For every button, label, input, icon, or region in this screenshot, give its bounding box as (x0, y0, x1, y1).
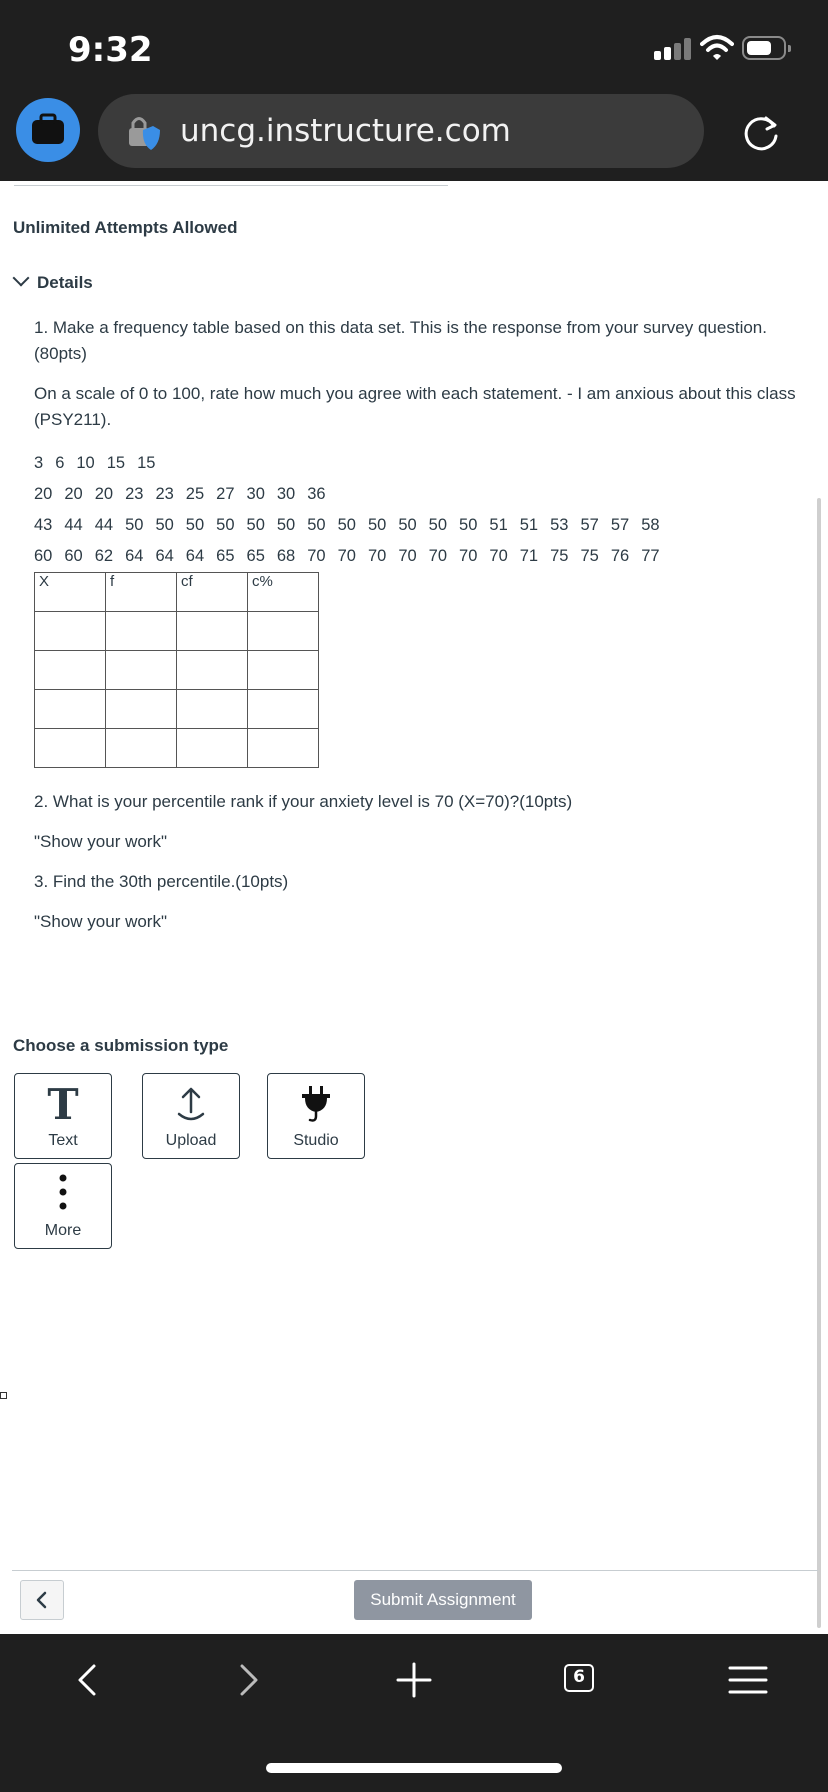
data-value: 27 (216, 485, 235, 503)
content-divider (14, 185, 448, 186)
data-value: 57 (610, 516, 630, 534)
tabs-briefcase-button[interactable] (16, 98, 80, 162)
data-value: 10 (76, 454, 95, 472)
vertical-dots-icon (15, 1172, 111, 1217)
data-value: 6 (55, 454, 65, 472)
data-value: 30 (246, 485, 265, 503)
attempts-label: Unlimited Attempts Allowed (13, 218, 238, 237)
frequency-table (34, 572, 319, 768)
table-cell (106, 651, 177, 690)
forward-arrow-icon[interactable] (218, 1652, 278, 1708)
back-arrow-icon[interactable] (58, 1652, 118, 1708)
data-value: 75 (580, 547, 599, 565)
data-value: 64 (155, 547, 174, 565)
data-value: 70 (307, 547, 326, 565)
data-value: 70 (398, 547, 417, 565)
data-value: 51 (519, 516, 539, 534)
reload-icon[interactable] (740, 112, 782, 154)
question-2: 2. What is your percentile rank if your anxiety level is 70 (X=70)?(10pts) (34, 792, 573, 811)
table-cell (35, 690, 106, 729)
question-3-note: "Show your work" (34, 912, 168, 931)
table-cell (248, 612, 319, 651)
data-value: 65 (216, 547, 235, 565)
submit-assignment-button[interactable]: Submit Assignment (354, 1580, 532, 1620)
table-cell (248, 651, 319, 690)
data-value: 77 (641, 547, 660, 565)
data-value: 60 (34, 547, 53, 565)
header-x: X (35, 573, 106, 612)
data-row-2 (34, 485, 338, 504)
previous-button[interactable] (20, 1580, 64, 1620)
data-value: 50 (398, 516, 417, 534)
question-3: 3. Find the 30th percentile.(10pts) (34, 872, 289, 891)
upload-arrow-icon (143, 1082, 239, 1131)
lock-shield-icon (127, 114, 161, 152)
details-label: Details (37, 273, 93, 292)
data-value: 50 (216, 516, 235, 534)
data-value: 15 (137, 454, 156, 472)
data-value: 50 (428, 516, 448, 534)
chevron-down-icon (13, 270, 30, 287)
data-value: 70 (337, 547, 356, 565)
briefcase-icon (16, 98, 80, 162)
cellular-signal-icon (654, 38, 694, 60)
submission-type-title: Choose a submission type (13, 1036, 229, 1055)
data-value: 71 (519, 547, 539, 565)
data-row-1 (34, 454, 167, 473)
wifi-icon (700, 34, 734, 62)
scale-statement: On a scale of 0 to 100, rate how much you agree with each statement. - I am anxious about this class (PSY211). (34, 384, 796, 429)
data-value: 50 (307, 516, 326, 534)
chevron-left-icon (21, 1581, 63, 1619)
data-value: 60 (64, 547, 83, 565)
table-cell (106, 612, 177, 651)
data-value: 25 (185, 485, 205, 503)
data-value: 50 (125, 516, 144, 534)
data-value: 50 (337, 516, 356, 534)
data-value: 36 (307, 485, 326, 503)
header-f: f (106, 573, 177, 612)
home-indicator (266, 1763, 562, 1773)
submission-studio-button[interactable] (267, 1073, 365, 1159)
data-value: 30 (276, 485, 296, 503)
data-value: 50 (367, 516, 387, 534)
data-value: 50 (276, 516, 296, 534)
new-tab-plus-icon[interactable] (384, 1652, 444, 1708)
data-value: 50 (246, 516, 265, 534)
data-value: 44 (64, 516, 83, 534)
table-cell (106, 729, 177, 768)
table-cell (106, 690, 177, 729)
table-cell (177, 612, 248, 651)
submission-upload-button[interactable] (142, 1073, 240, 1159)
url-text[interactable]: uncg.instructure.com (180, 113, 511, 149)
data-value: 58 (641, 516, 660, 534)
data-value: 64 (125, 547, 144, 565)
data-value: 51 (489, 516, 508, 534)
table-cell (35, 651, 106, 690)
submission-text-label: Text (48, 1132, 78, 1149)
data-value: 68 (276, 547, 296, 565)
table-row (35, 690, 319, 729)
table-cell (35, 729, 106, 768)
submission-upload-label: Upload (165, 1132, 217, 1149)
data-value: 53 (550, 516, 569, 534)
menu-lines-icon[interactable] (718, 1652, 778, 1708)
data-value: 20 (64, 485, 83, 503)
data-value: 70 (367, 547, 387, 565)
table-row (35, 612, 319, 651)
data-value: 57 (580, 516, 599, 534)
data-value: 65 (246, 547, 265, 565)
question-1: 1. Make a frequency table based on this data set. This is the response from your survey question. (80pts) (34, 318, 767, 363)
data-value: 50 (185, 516, 205, 534)
small-square-marker (0, 1392, 7, 1399)
text-T-icon: T (47, 1080, 79, 1129)
data-value: 75 (550, 547, 569, 565)
data-value: 23 (125, 485, 144, 503)
table-cell (248, 729, 319, 768)
page-scrollbar[interactable] (817, 498, 821, 1628)
table-cell (177, 651, 248, 690)
data-value: 76 (610, 547, 630, 565)
plug-icon (268, 1082, 364, 1131)
data-value: 20 (94, 485, 114, 503)
data-value: 23 (155, 485, 174, 503)
data-value: 3 (34, 454, 44, 472)
data-value: 15 (106, 454, 126, 472)
status-time: 9:32 (68, 30, 153, 70)
submission-text-button[interactable] (14, 1073, 112, 1159)
data-value: 20 (34, 485, 53, 503)
details-toggle[interactable] (13, 272, 93, 293)
data-value: 50 (459, 516, 478, 534)
data-value: 50 (155, 516, 174, 534)
data-value: 70 (459, 547, 478, 565)
data-row-3 (34, 516, 672, 535)
submission-studio-label: Studio (293, 1132, 339, 1149)
data-value: 62 (94, 547, 114, 565)
table-cell (35, 612, 106, 651)
data-value: 44 (94, 516, 114, 534)
table-header-row (35, 573, 319, 612)
data-value: 64 (185, 547, 205, 565)
table-cell (177, 690, 248, 729)
table-row (35, 651, 319, 690)
header-cpercent: c% (248, 573, 319, 612)
table-cell (248, 690, 319, 729)
table-cell (177, 729, 248, 768)
submission-more-button[interactable] (14, 1163, 112, 1249)
table-row (35, 729, 319, 768)
submission-more-label: More (44, 1222, 82, 1239)
data-value: 70 (489, 547, 508, 565)
data-row-4 (34, 547, 672, 566)
tab-count-button[interactable]: 6 (564, 1664, 594, 1692)
data-value: 70 (428, 547, 448, 565)
header-cf: cf (177, 573, 248, 612)
battery-icon (742, 36, 786, 60)
footer-divider (12, 1570, 818, 1571)
data-value: 43 (34, 516, 53, 534)
question-2-note: "Show your work" (34, 832, 168, 851)
